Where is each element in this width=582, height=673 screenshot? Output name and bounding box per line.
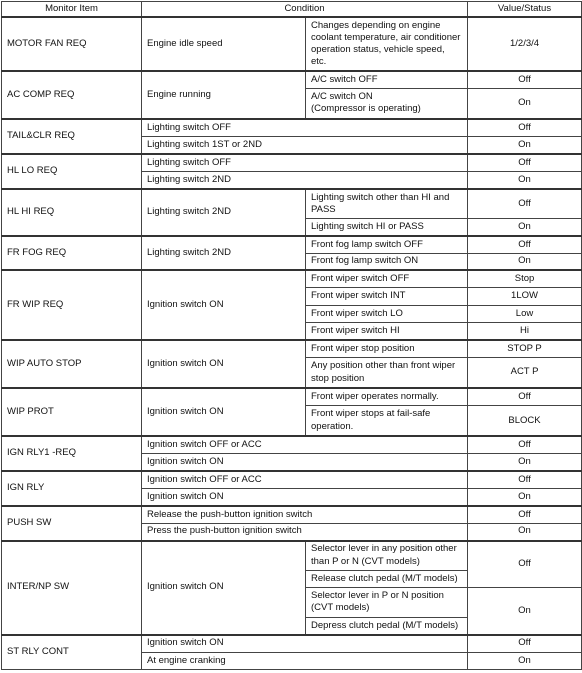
table-row [2,119,582,136]
value-cell: ACT P [468,357,582,388]
header-condition: Condition [142,2,468,18]
value-cell: On [468,652,582,670]
sub-condition-cell: Selector lever in any position other than P or N (CVT models) [306,541,468,571]
condition-cell: Lighting switch OFF [142,119,468,136]
sub-condition-cell: Changes depending on engine coolant temperature, air conditioner operation status, vehicle speed, etc. [306,17,468,71]
condition-cell: Ignition switch ON [142,488,468,505]
condition-cell: Lighting switch 2ND [142,236,306,271]
monitor-item-cell: IGN RLY1 -REQ [2,436,142,471]
monitor-item-cell: INTER/NP SW [2,541,142,635]
sub-condition-cell: Selector lever in P or N position (CVT models) [306,588,468,618]
monitor-item-table-container [1,1,581,671]
condition-cell: Ignition switch OFF or ACC [142,471,468,488]
header-monitor-item: Monitor Item [2,2,142,18]
value-cell: Off [468,506,582,523]
table-row [2,471,582,488]
condition-cell: Engine idle speed [142,17,306,71]
table-row [2,236,582,253]
sub-condition-cell: Front wiper operates normally. [306,388,468,405]
value-cell: Off [468,471,582,488]
sub-condition-cell: Front wiper stop position [306,340,468,357]
condition-cell: Ignition switch ON [142,541,306,635]
value-cell: Low [468,305,582,322]
condition-cell: Lighting switch 2ND [142,171,468,188]
value-cell: BLOCK [468,405,582,436]
sub-condition-cell: Lighting switch other than HI and PASS [306,189,468,219]
value-cell: Off [468,541,582,588]
value-cell: On [468,588,582,635]
monitor-item-cell: IGN RLY [2,471,142,506]
table-row [2,506,582,523]
condition-cell: At engine cranking [142,652,468,670]
value-cell: Off [468,236,582,253]
table-row [2,635,582,652]
value-cell: STOP P [468,340,582,357]
table-row [2,388,582,405]
monitor-item-cell: ST RLY CONT [2,635,142,670]
table-row [2,17,582,71]
sub-condition-cell: Front wiper switch HI [306,323,468,340]
value-cell: On [468,454,582,471]
monitor-item-cell: FR WIP REQ [2,270,142,340]
monitor-item-cell: PUSH SW [2,506,142,541]
monitor-item-cell: HL HI REQ [2,189,142,236]
value-cell: Off [468,189,582,219]
table-row [2,270,582,287]
value-cell: On [468,171,582,188]
condition-cell: Ignition switch ON [142,635,468,652]
table-row [2,189,582,219]
value-cell: On [468,253,582,270]
condition-cell: Ignition switch OFF or ACC [142,436,468,453]
condition-cell: Lighting switch 1ST or 2ND [142,136,468,153]
sub-condition-cell: A/C switch ON (Compressor is operating) [306,88,468,119]
value-cell: Off [468,119,582,136]
condition-cell: Press the push-button ignition switch [142,523,468,540]
monitor-item-cell: WIP PROT [2,388,142,436]
value-cell: On [468,88,582,119]
header-value-status: Value/Status [468,2,582,18]
value-cell: Off [468,154,582,171]
sub-condition-cell: Depress clutch pedal (M/T models) [306,617,468,634]
value-cell: On [468,488,582,505]
condition-cell: Lighting switch 2ND [142,189,306,236]
condition-cell: Engine running [142,71,306,119]
sub-condition-cell: Front fog lamp switch OFF [306,236,468,253]
monitor-item-cell: TAIL&CLR REQ [2,119,142,154]
sub-condition-cell: Front wiper switch OFF [306,270,468,287]
value-cell: Stop [468,270,582,287]
header-row [2,2,582,18]
condition-cell: Ignition switch ON [142,340,306,388]
value-cell: On [468,218,582,235]
value-cell: Off [468,635,582,652]
monitor-item-cell: AC COMP REQ [2,71,142,119]
condition-cell: Ignition switch ON [142,270,306,340]
monitor-item-cell: WIP AUTO STOP [2,340,142,388]
condition-cell: Lighting switch OFF [142,154,468,171]
sub-condition-cell: Front wiper switch INT [306,288,468,305]
sub-condition-cell: Any position other than front wiper stop position [306,357,468,388]
value-cell: Hi [468,323,582,340]
condition-cell: Ignition switch ON [142,454,468,471]
sub-condition-cell: A/C switch OFF [306,71,468,88]
monitor-item-table [1,1,582,670]
value-cell: On [468,523,582,540]
sub-condition-cell: Front fog lamp switch ON [306,253,468,270]
sub-condition-cell: Release clutch pedal (M/T models) [306,570,468,587]
monitor-item-cell: HL LO REQ [2,154,142,189]
table-row [2,541,582,571]
value-cell: On [468,136,582,153]
table-row [2,436,582,453]
value-cell: 1/2/3/4 [468,17,582,71]
value-cell: Off [468,71,582,88]
value-cell: Off [468,388,582,405]
condition-cell: Ignition switch ON [142,388,306,436]
sub-condition-cell: Front wiper switch LO [306,305,468,322]
table-row [2,340,582,357]
monitor-item-cell: FR FOG REQ [2,236,142,271]
value-cell: 1LOW [468,288,582,305]
monitor-item-cell: MOTOR FAN REQ [2,17,142,71]
condition-cell: Release the push-button ignition switch [142,506,468,523]
sub-condition-cell: Lighting switch HI or PASS [306,218,468,235]
table-row [2,71,582,88]
value-cell: Off [468,436,582,453]
table-row [2,154,582,171]
sub-condition-cell: Front wiper stops at fail-safe operation. [306,405,468,436]
